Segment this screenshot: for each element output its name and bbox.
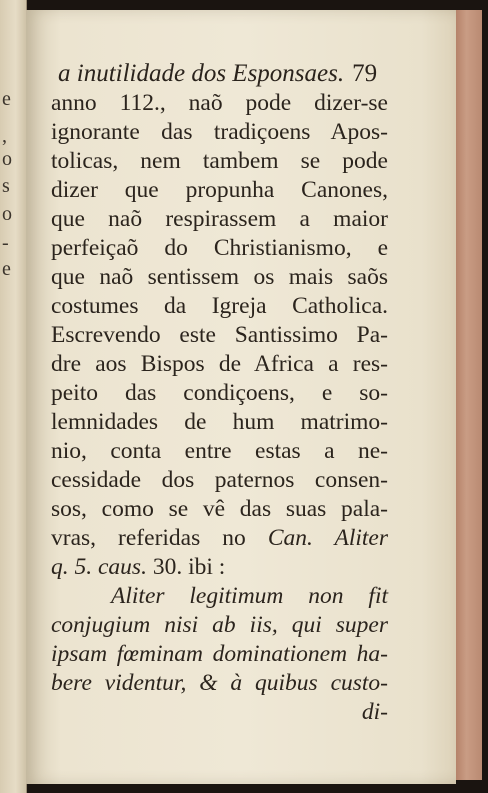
italic-text: Aliter legitimum non fit (111, 583, 388, 609)
prev-page-letter: e (2, 88, 11, 110)
text-segment: 30. ibi : (146, 554, 226, 580)
text-line (51, 669, 388, 698)
text-line (51, 611, 388, 640)
text-segment: perfeiçaõ do Christianismo, e (51, 235, 388, 261)
text-line (51, 147, 388, 176)
text-line (51, 350, 388, 379)
text-line (51, 437, 388, 466)
italic-text: conjugium nisi ab iis, qui super (51, 612, 388, 638)
italic-text: di- (361, 699, 388, 725)
page-edge-binding (456, 10, 482, 780)
text-segment: que naõ respirassem a maior (51, 206, 388, 232)
italic-text: bere videntur, & à quibus custo- (51, 670, 388, 696)
text-line (51, 234, 388, 263)
italic-text: ipsam fœminam dominationem ha- (51, 641, 388, 667)
running-head-title: a inutilidade dos Esponsaes. (58, 60, 345, 87)
text-segment: costumes da Igreja Catholica. (51, 293, 388, 319)
prev-page-letter: e (2, 258, 11, 280)
text-line (51, 495, 388, 524)
text-segment: peito das condiçoens, e so- (51, 380, 388, 406)
text-segment: dizer que propunha Canones, (51, 177, 388, 203)
prev-page-letter: o (2, 203, 12, 225)
text-line (51, 466, 388, 495)
body-text (51, 89, 388, 727)
text-line (51, 408, 388, 437)
text-segment: nio, conta entre estas a ne- (51, 438, 388, 464)
italic-text: Can. Aliter (267, 525, 388, 551)
text-line (51, 321, 388, 350)
text-line (51, 205, 388, 234)
text-line (51, 89, 388, 118)
text-line (51, 582, 388, 611)
text-segment: que naõ sentissem os mais saõs (51, 264, 388, 290)
text-line (51, 379, 388, 408)
text-line (51, 698, 388, 727)
text-segment: vras, referidas no (51, 525, 268, 551)
text-segment: dre aos Bispos de Africa a res- (51, 351, 388, 377)
text-segment: cessidade dos paternos consen- (51, 467, 388, 493)
text-line (51, 292, 388, 321)
text-segment: tolicas, nem tambem se pode (51, 148, 388, 174)
previous-page-edge (0, 0, 27, 793)
text-segment: ignorante das tradiçoens Apos- (51, 119, 388, 145)
text-segment: anno 112., naõ pode dizer-se (51, 90, 388, 116)
prev-page-letter: s (2, 175, 10, 197)
text-line (51, 524, 388, 553)
text-line (51, 640, 388, 669)
prev-page-letter: - (2, 232, 9, 254)
text-line (51, 118, 388, 147)
text-line (51, 263, 388, 292)
text-line (51, 176, 388, 205)
text-segment: lemnidades de hum matrimo- (51, 409, 388, 435)
text-segment: Escrevendo este Santissimo Pa- (51, 322, 388, 348)
prev-page-letter: , (2, 125, 7, 147)
text-line (51, 553, 388, 582)
page-number: 79 (352, 60, 378, 87)
prev-page-letter: o (2, 148, 12, 170)
running-head (58, 60, 388, 88)
text-segment: sos, como se vê das suas pala- (51, 496, 388, 522)
italic-text: q. 5. caus. (51, 554, 147, 580)
